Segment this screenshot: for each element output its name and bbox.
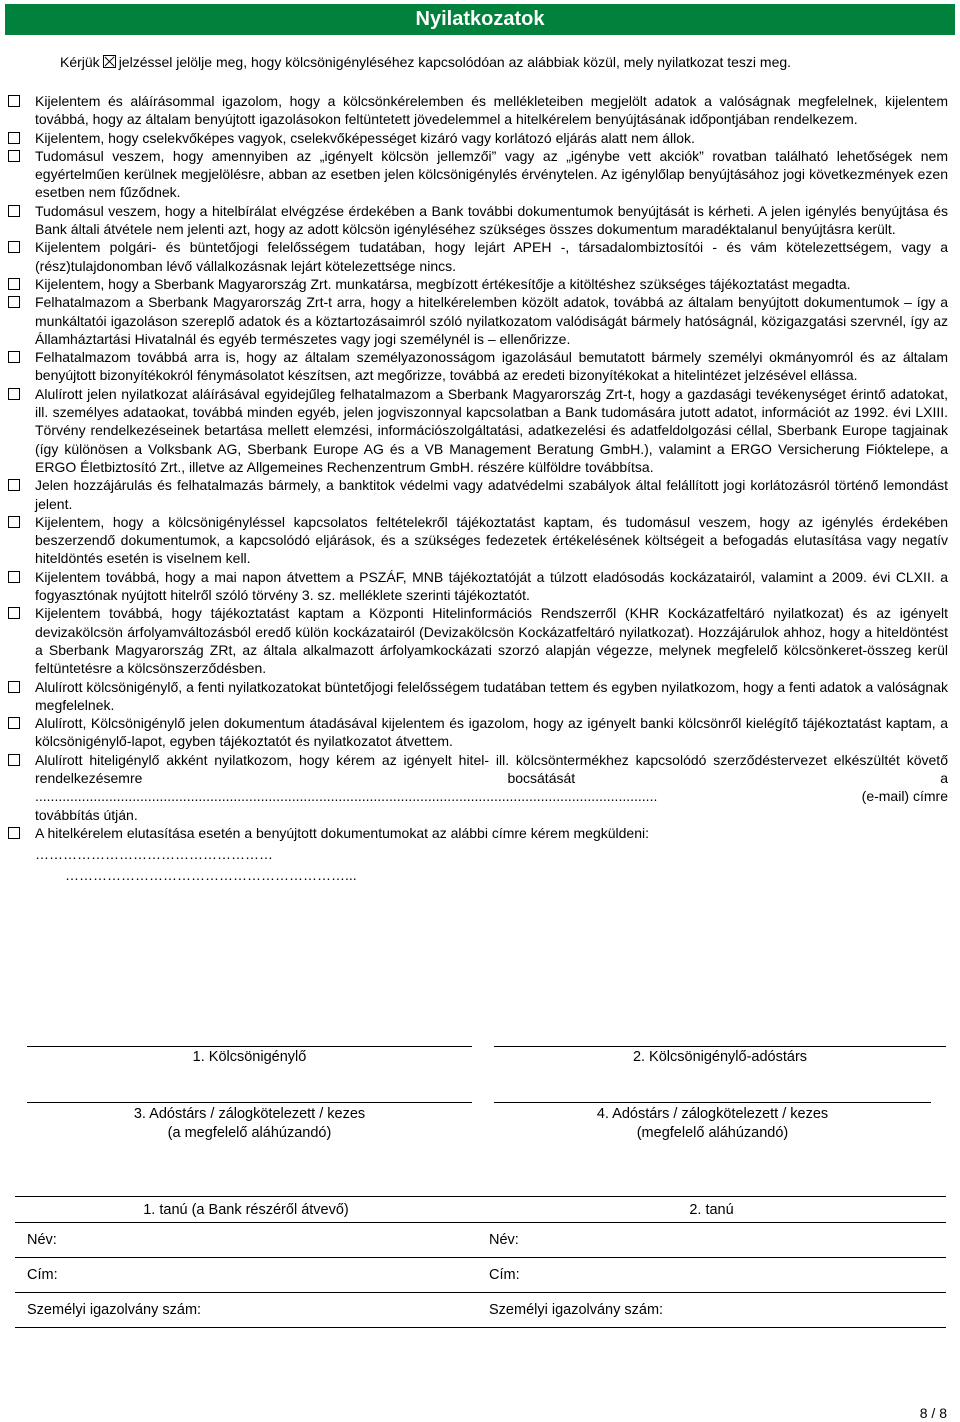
checked-box-icon [103, 55, 116, 68]
signature-line-3[interactable] [27, 1102, 472, 1103]
declaration-item: Alulírott jelen nyilatkozat aláírásával egyidejűleg felhatalmazom a Sberbank Magyarország Zrt-t, hogy a gazdasági tevékenységet érintő adatokat, ill. személyes adataokat, továbbá minden egyéb, jelen jogviszonnyal kapcsolatban a Bank tudomására jutott adatot, információt az 1992. évi LXIII. Törvény rendelkezéseinek betartása mellett elemzési, információszolgáltatási, adatkezelési és adatfeldolgozási céllal, Sberbank Europe tagjainak (így különösen a Volksbank AG, Sberbank Europe AG és a VB Management Beratung GmbH.), valamint a ERGO Versicherung Fióktelepe, a ERGO Életbiztosító Zrt., illetve az Allgemeines Rechenzentrum GmbH. részére külföldre továbbítsa. [8, 385, 948, 476]
declaration-item: Kijelentem, hogy a kölcsönigényléssel kapcsolatos feltételekről tájékoztatást kaptam, és tudomásul veszem, hogy az igénylés érdekében beszerzendő dokumentumok, a kapcsolódó eljárások, és a szükséges fedezetek értékelésének költségeit a befogadás elutasítása vagy negatív hiteldöntés esetén is viselnem kell. [8, 513, 948, 568]
checkbox[interactable] [8, 388, 20, 400]
signature-label-4-note: (megfelelő aláhúzandó) [636, 1125, 789, 1141]
declaration-item: Felhatalmazom a Sberbank Magyarország Zrt-t arra, hogy a hitelkérelemben közölt adatok, továbbá az általam benyújtott dokumentumok – így a munkáltatói igazoláson szereplő adatok és a köztartozásaimról szóló nyilatkozatom valódiságát bármely hatóságnál, közigazgatási szervnél, így az Államháztartási Hivatalnál és egyéb természetes vagy jogi személynél is – ellenőrizze. [8, 293, 948, 348]
checkbox[interactable] [8, 827, 20, 839]
witness-2-header: 2. tanú [477, 1197, 946, 1223]
declaration-item: Kijelentem és aláírásommal igazolom, hogy a kölcsönkérelemben és mellékleteiben megjelölt adatok a valóságnak megfelelnek, kijelentem továbbá, hogy az általam benyújtott igazolásokon feltüntetett jövedelemmel a hitelkérelem benyújtásának időpontjában rendelkezem. [8, 92, 948, 129]
email-declaration-text: Alulírott hiteligénylő akként nyilatkozom, hogy kérem az igényelt hitel- ill. kölcsöntermékhez kapcsolódó szerződéstervezet elkészültét követő rendelkezésemre bocsátását a [35, 751, 948, 786]
declaration-item: Tudomásul veszem, hogy a hitelbírálat elvégzése érdekében a Bank további dokumentumok benyújtását is kérheti. A jelen igénylés benyújtása és Bank általi átvétele nem jelenti azt, hogy az adott kölcsön igényléséhez szükséges összes dokumentum maradéktalanul benyújtásra került. [8, 202, 948, 239]
email-label: (e-mail) címre [861, 788, 948, 805]
checkbox[interactable] [8, 205, 20, 217]
checkbox[interactable] [8, 571, 20, 583]
witness-1-address-field[interactable]: Cím: [15, 1258, 477, 1293]
declaration-item: Alulírott, Kölcsönigénylő jelen dokumentum átadásával kijelentem és igazolom, hogy az igényelt banki kölcsönről kielégítő tájékoztatást kaptam, a kölcsönigénylő-lapot, egyben tájékoztatót és nyilatkozatot átvettem. [8, 714, 948, 751]
checkbox[interactable] [8, 351, 20, 363]
checkbox[interactable] [8, 132, 20, 144]
section-title: Nyilatkozatok [415, 8, 545, 30]
checkbox[interactable] [8, 241, 20, 253]
signature-line-4[interactable] [494, 1102, 931, 1103]
witness-2-name-field[interactable]: Név: [477, 1223, 946, 1258]
declaration-item: Kijelentem továbbá, hogy tájékoztatást kaptam a Központi Hitelinformációs Rendszerről (KHR Kockázatfeltáró nyilatkozat) és az igényelt devizakölcsön árfolyamváltozásból eredő külön kockázatairól (Devizakölcsön Kockázatfeltáró nyilatkozat). Hozzájárulok ahhoz, hogy a hiteldöntést a Sberbank Magyarország ZRt, az általa alkalmazott árfolyamkockázati szorzó alapján végezze, melynek megfelelő kölcsönkeret-összeg kerül feltüntetésre a kölcsönszerződésben. [8, 604, 948, 677]
declaration-item: Kijelentem, hogy cselekvőképes vagyok, cselekvőképességet kizáró vagy korlátozó eljárás alatt nem állok. [8, 129, 948, 147]
address-declaration-text: A hitelkérelem elutasítása esetén a benyújtott dokumentumokat az alábbi címre kérem megküldeni: [35, 824, 649, 841]
declaration-item: Kijelentem polgári- és büntetőjogi felelősségem tudatában, hogy lejárt APEH -, társadalombiztosítói - és vám kötelezettségem, vagy a (rész)tulajdonomban lévő vállalkozásnak lejárt kötelezettsége nincs. [8, 238, 948, 275]
checkbox[interactable] [8, 717, 20, 729]
signature-line-2[interactable] [494, 1046, 946, 1047]
signature-label-1: 1. Kölcsönigénylő [192, 1049, 307, 1065]
email-fill-in-line[interactable]: ................................................................................................................................................................ [35, 788, 658, 805]
signature-label-3-note: (a megfelelő aláhúzandó) [167, 1125, 332, 1141]
checkbox[interactable] [8, 278, 20, 290]
signature-line-1[interactable] [27, 1046, 472, 1047]
email-declaration-end: továbbítás útján. [35, 806, 138, 823]
address-fill-in-line-2[interactable]: ……………………………………………………... [65, 867, 357, 884]
signature-label-3: 3. Adóstárs / zálogkötelezett / kezes [133, 1106, 366, 1122]
address-fill-in-line-1[interactable]: …………………………………………… [35, 846, 273, 863]
declaration-list [8, 92, 948, 885]
instruction-text-end: jelzéssel jelölje meg, hogy kölcsönigényléséhez kapcsolódóan az alábbiak közül, mely nyilatkozat teszi meg. [118, 54, 792, 70]
witness-2-address-field[interactable]: Cím: [477, 1258, 946, 1293]
witness-1-header: 1. tanú (a Bank részéről átvevő) [15, 1197, 477, 1223]
address-declaration-item [8, 824, 948, 885]
checkbox[interactable] [8, 150, 20, 162]
declaration-item: Kijelentem, hogy a Sberbank Magyarország Zrt. munkatársa, megbízott értékesítője a kitöltéshez szükséges tájékoztatást megadta. [8, 275, 948, 293]
checkbox[interactable] [8, 607, 20, 619]
checkbox[interactable] [8, 479, 20, 491]
checkbox[interactable] [8, 681, 20, 693]
checkbox[interactable] [8, 516, 20, 528]
email-declaration-item [8, 751, 948, 824]
declaration-item: Alulírott kölcsönigénylő, a fenti nyilatkozatokat büntetőjogi felelősségem tudatában tettem és egyben nyilatkozom, hogy a fenti adatok a valóságnak megfelelnek. [8, 678, 948, 715]
declaration-item: Jelen hozzájárulás és felhatalmazás bármely, a banktitok védelmi vagy adatvédelmi szabályok által felállított jogi korlátozásról történő lemondást jelent. [8, 476, 948, 513]
witness-1-name-field[interactable]: Név: [15, 1223, 477, 1258]
declaration-item: Felhatalmazom továbbá arra is, hogy az általam személyazonosságom igazolásául bemutatott bármely személyi okmányomról és az általam benyújtott bizonyítékokról fénymásolatot készítsen, azt megőrizze, továbbá az eredeti bizonyítékokat a hitelintézet jelzésével ellássa. [8, 348, 948, 385]
instruction-text [60, 53, 940, 71]
witness-table [15, 1196, 946, 1328]
checkbox[interactable] [8, 296, 20, 308]
witness-2-id-field[interactable]: Személyi igazolvány szám: [477, 1293, 946, 1328]
signature-label-2: 2. Kölcsönigénylő-adóstárs [632, 1049, 808, 1065]
declaration-item: Kijelentem továbbá, hogy a mai napon átvettem a PSZÁF, MNB tájékoztatóját a túlzott eladósodás kockázatairól, valamint a 2009. évi CLXII. a fogyasztónak nyújtott hitelről szóló törvény 3. sz. melléklete szerinti tájékoztatót. [8, 568, 948, 605]
declaration-item: Tudomásul veszem, hogy amennyiben az „igényelt kölcsön jellemzői” vagy az „igénybe vett akciók” rovatban található lehetőségek nem egyértelműen kerülnek megjelölésre, abban az esetben jelen kölcsönigénylés érvénytelen. Az igénylőlap benyújtásához jogi következmények ezen esetben nem fűződnek. [8, 147, 948, 202]
instruction-text-start: Kérjük [60, 54, 100, 70]
page-number: 8 / 8 [919, 1405, 947, 1421]
checkbox[interactable] [8, 754, 20, 766]
checkbox[interactable] [8, 95, 20, 107]
signature-label-4: 4. Adóstárs / zálogkötelezett / kezes [596, 1106, 829, 1122]
section-title-bar [5, 4, 955, 35]
witness-1-id-field[interactable]: Személyi igazolvány szám: [15, 1293, 477, 1328]
